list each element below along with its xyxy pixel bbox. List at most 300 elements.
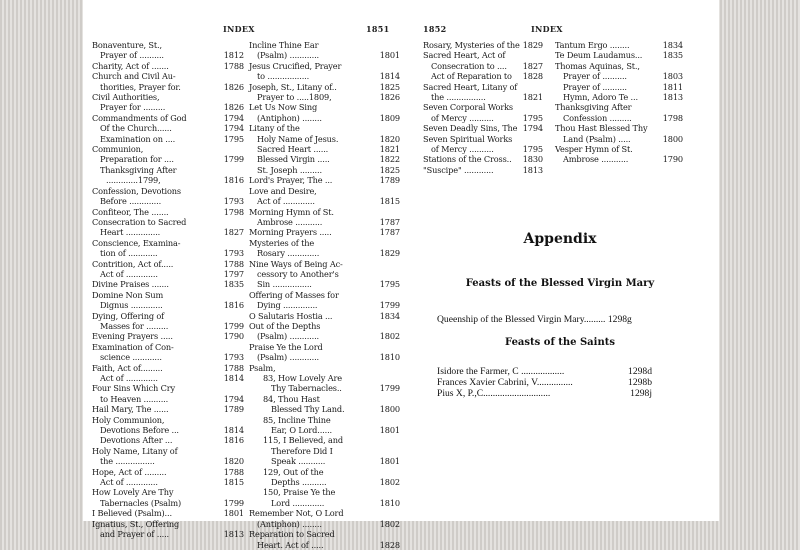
entry-text: Jesus Crucified, Prayer xyxy=(249,60,342,71)
index-entry xyxy=(555,82,683,92)
index-entry xyxy=(249,467,400,477)
entry-text: Hail Mary, The ...... xyxy=(92,404,169,415)
section-heading-blessed-virgin-mary: Feasts of the Blessed Virgin Mary xyxy=(465,278,655,289)
entry-text: Land (Psalm) ..... xyxy=(563,133,631,144)
entry-text: Dying .............. xyxy=(257,300,318,311)
entry-page: 1814 xyxy=(379,71,400,82)
index-entry xyxy=(249,71,400,81)
index-entry xyxy=(555,61,683,71)
entry-page: 1810 xyxy=(379,352,400,363)
index-entry xyxy=(92,498,244,508)
index-entry xyxy=(249,352,400,362)
entry-page: 1797 xyxy=(223,268,244,279)
appendix-entry xyxy=(437,314,652,325)
index-entry xyxy=(249,50,400,60)
entry-page: 1821 xyxy=(379,144,400,155)
index-entry xyxy=(92,383,244,393)
index-entry xyxy=(249,186,400,196)
entry-text: (Antiphon) ........ xyxy=(257,518,322,529)
index-entry xyxy=(249,456,400,466)
index-entry xyxy=(249,529,400,539)
index-entry xyxy=(555,40,683,50)
entry-text: O Salutaris Hostia ... xyxy=(249,310,333,321)
entry-text: Vesper Hymn of St. xyxy=(555,144,633,155)
index-entry xyxy=(249,373,400,383)
index-entry xyxy=(92,352,244,362)
entry-text: 84, Thou Hast xyxy=(263,393,320,404)
index-entry xyxy=(92,40,244,50)
index-entry xyxy=(249,311,400,321)
entry-text: Love and Desire, xyxy=(249,185,317,196)
entry-text: 83, How Lovely Are xyxy=(263,373,342,383)
index-entry xyxy=(92,279,244,289)
index-entry xyxy=(249,248,400,258)
index-entry xyxy=(92,487,244,497)
entry-text: Devotions Before ... xyxy=(100,425,179,436)
entry-text: Prayer of .......... xyxy=(563,71,627,82)
index-entry xyxy=(249,446,400,456)
entry-text: Therefore Did I xyxy=(271,445,333,456)
entry-page: 1794 xyxy=(223,112,244,123)
appendix-title: Appendix xyxy=(523,231,597,247)
entry-page: 1789 xyxy=(223,404,244,415)
entry-text: Mysteries of the xyxy=(249,237,315,248)
entry-text: Holy Name of Jesus. xyxy=(257,133,339,144)
index-entry xyxy=(249,342,400,352)
index-entry xyxy=(249,404,400,414)
entry-page: 1793 xyxy=(223,352,244,363)
entry-page: 1801 xyxy=(379,425,400,436)
index-entry xyxy=(555,113,683,123)
entry-text: tion of ............ xyxy=(100,248,158,259)
entry-text: Queenship of the Blessed Virgin Mary......... xyxy=(437,314,606,325)
entry-text: Remember Not, O Lord xyxy=(249,508,344,519)
entry-page: 1790 xyxy=(662,154,683,165)
index-entry xyxy=(92,311,244,321)
index-entry xyxy=(92,207,244,217)
right-page xyxy=(401,0,719,521)
entry-text: St. Joseph ......... xyxy=(257,164,322,175)
entry-text: Four Sins Which Cry xyxy=(92,383,175,394)
index-entry xyxy=(92,435,244,445)
index-entry xyxy=(249,435,400,445)
index-entry xyxy=(249,477,400,487)
entry-page: 1793 xyxy=(223,248,244,259)
entry-text: Act of ............. xyxy=(100,268,158,279)
index-entry xyxy=(249,279,400,289)
entry-text: Offering of Masses for xyxy=(249,289,339,300)
entry-page: 1816 xyxy=(223,435,244,446)
index-entry xyxy=(92,456,244,466)
index-entry xyxy=(92,144,244,154)
index-entry xyxy=(249,144,400,154)
entry-text: 129, Out of the xyxy=(263,466,324,477)
index-entry xyxy=(555,154,683,164)
appendix-entry xyxy=(437,366,652,377)
index-entry xyxy=(249,165,400,175)
index-entry xyxy=(249,290,400,300)
entry-text: Ignatius, St., Offering xyxy=(92,518,180,529)
entry-text: Praise Ye the Lord xyxy=(249,341,323,352)
entry-text: (Psalm) ............ xyxy=(257,50,319,61)
entry-text: Commandments of God xyxy=(92,112,187,123)
entry-text: Incline Thine Ear xyxy=(249,40,319,50)
entry-text: Sacred Heart, Act of xyxy=(423,50,506,61)
entry-text: Morning Prayers ..... xyxy=(249,227,332,238)
entry-text: to Heaven .......... xyxy=(100,393,169,404)
index-entry xyxy=(249,40,400,50)
index-entry xyxy=(249,113,400,123)
entry-text: Lord's Prayer, The ... xyxy=(249,175,333,186)
index-entry xyxy=(92,425,244,435)
entry-text: science ............ xyxy=(100,352,162,363)
index-entry xyxy=(92,165,244,175)
entry-page: 1835 xyxy=(662,50,683,61)
entry-page: 1799 xyxy=(379,300,400,311)
entry-text: Domine Non Sum xyxy=(92,289,164,300)
entry-page: 1822 xyxy=(379,154,400,165)
index-entry xyxy=(249,508,400,518)
entry-page: 1815 xyxy=(223,477,244,488)
index-entry xyxy=(249,154,400,164)
index-column-left-1 xyxy=(92,40,244,540)
entry-text: Seven Corporal Works xyxy=(423,102,513,113)
index-entry xyxy=(423,40,543,50)
index-entry xyxy=(92,196,244,206)
entry-text: Hope, Act of ......... xyxy=(92,466,167,477)
index-entry xyxy=(423,165,543,175)
entry-text: I Believed (Psalm)... xyxy=(92,508,172,519)
index-entry xyxy=(92,300,244,310)
entry-text: Stations of the Cross.. xyxy=(423,154,512,165)
index-column-right-2 xyxy=(555,40,683,165)
entry-text: the ................ xyxy=(431,92,486,103)
entry-text: Bonaventure, St., xyxy=(92,40,162,50)
entry-text: Of the Church...... xyxy=(100,123,172,134)
entry-text: Pius X, P.,C............................ xyxy=(437,388,551,399)
index-entry xyxy=(92,50,244,60)
entry-page: 1298g xyxy=(607,314,632,325)
entry-page: 1813 xyxy=(223,529,244,540)
entry-text: Dignus ............. xyxy=(100,300,163,311)
entry-text: Let Us Now Sing xyxy=(249,102,318,113)
index-entry xyxy=(249,134,400,144)
index-entry xyxy=(423,123,543,133)
entry-text: Reparation to Sacred xyxy=(249,529,335,540)
index-entry xyxy=(92,238,244,248)
running-head-title: INDEX xyxy=(223,24,255,34)
entry-text: Confession, Devotions xyxy=(92,185,181,196)
index-column-right-1 xyxy=(423,40,543,175)
entry-page: 1788 xyxy=(223,362,244,373)
index-entry xyxy=(92,123,244,133)
index-entry xyxy=(249,415,400,425)
index-entry xyxy=(249,425,400,435)
index-entry xyxy=(423,154,543,164)
entry-text: Depths .......... xyxy=(271,477,327,488)
entry-page: 1798 xyxy=(662,112,683,123)
entry-text: Thanksgiving After xyxy=(100,164,177,175)
entry-page: 1828 xyxy=(522,71,543,82)
entry-page: 1790 xyxy=(223,331,244,342)
index-entry xyxy=(249,321,400,331)
index-entry xyxy=(92,259,244,269)
entry-page: 1788 xyxy=(223,466,244,477)
index-entry xyxy=(249,102,400,112)
index-entry xyxy=(92,342,244,352)
entry-text: Confession ......... xyxy=(563,112,632,123)
entry-page: 1801 xyxy=(223,508,244,519)
entry-page: 1815 xyxy=(379,196,400,207)
entry-text: Holy Name, Litany of xyxy=(92,445,178,456)
entry-page: 1793 xyxy=(223,196,244,207)
entry-text: to ................. xyxy=(257,71,310,82)
entry-text: Sacred Heart, Litany of xyxy=(423,81,518,92)
entry-page: 1787 xyxy=(379,227,400,238)
entry-page: 1800 xyxy=(379,404,400,415)
index-entry xyxy=(555,50,683,60)
appendix-entry xyxy=(437,388,652,399)
entry-page: 1802 xyxy=(379,477,400,488)
entry-text: (Antiphon) ........ xyxy=(257,112,322,123)
entry-text: and Prayer of ..... xyxy=(100,529,170,540)
entry-text: Litany of the xyxy=(249,123,300,134)
index-entry xyxy=(555,123,683,133)
entry-page: 1827 xyxy=(223,227,244,238)
entry-text: Masses for ......... xyxy=(100,320,169,331)
entry-page: 1809 xyxy=(379,112,400,123)
entry-page: 1828 xyxy=(379,539,400,550)
entry-text: Thomas Aquinas, St., xyxy=(555,60,640,71)
running-head-title: INDEX xyxy=(531,24,563,34)
entry-page: 1795 xyxy=(522,112,543,123)
entry-text: Seven Spiritual Works xyxy=(423,133,513,144)
entry-text: Communion, xyxy=(92,144,144,155)
entry-page: 1788 xyxy=(223,258,244,269)
entry-page: 1826 xyxy=(223,102,244,113)
entry-text: Evening Prayers ..... xyxy=(92,331,173,342)
index-entry xyxy=(423,113,543,123)
entry-text: Tabernacles (Psalm) xyxy=(100,497,182,508)
index-entry xyxy=(92,113,244,123)
index-entry xyxy=(92,321,244,331)
index-entry xyxy=(92,61,244,71)
entry-page: 1834 xyxy=(379,310,400,321)
index-entry xyxy=(92,71,244,81)
index-entry xyxy=(423,134,543,144)
entry-page: 1803 xyxy=(662,71,683,82)
entry-text: Morning Hymn of St. xyxy=(249,206,334,217)
entry-text: Blessed Thy Land. xyxy=(271,404,345,415)
entry-text: Thanksgiving After xyxy=(555,102,632,113)
entry-page: 1787 xyxy=(379,216,400,227)
entry-text: Prayer to .....1809, xyxy=(257,92,332,103)
entry-page: 1816 xyxy=(223,175,244,186)
page-number: 1852 xyxy=(423,24,447,34)
entry-text: 150, Praise Ye the xyxy=(263,487,336,498)
entry-text: (Psalm) ............ xyxy=(257,331,319,342)
index-entry xyxy=(92,446,244,456)
index-entry xyxy=(92,373,244,383)
index-entry xyxy=(249,331,400,341)
entry-page: 1820 xyxy=(379,133,400,144)
index-entry xyxy=(92,415,244,425)
index-entry xyxy=(249,61,400,71)
entry-page: 1830 xyxy=(522,154,543,165)
entry-text: Divine Praises ....... xyxy=(92,279,169,290)
index-entry xyxy=(423,92,543,102)
entry-page: 1827 xyxy=(522,60,543,71)
index-entry xyxy=(92,529,244,539)
entry-text: Confiteor, The ....... xyxy=(92,206,169,217)
entry-page: 1794 xyxy=(522,123,543,134)
index-entry xyxy=(92,331,244,341)
index-entry xyxy=(249,227,400,237)
index-entry xyxy=(249,363,400,373)
entry-text: Contrition, Act of..... xyxy=(92,258,174,269)
entry-text: of Mercy .......... xyxy=(431,112,494,123)
entry-page: 1298d xyxy=(628,366,652,377)
index-entry xyxy=(423,50,543,60)
entry-text: Act of ............. xyxy=(100,477,158,488)
index-entry xyxy=(92,269,244,279)
index-entry xyxy=(423,102,543,112)
entry-page: 1825 xyxy=(379,164,400,175)
index-entry xyxy=(249,487,400,497)
entry-page: 1799 xyxy=(223,320,244,331)
entry-page: 1820 xyxy=(223,456,244,467)
entry-text: Psalm, xyxy=(249,362,276,373)
entry-text: Rosary ............. xyxy=(257,248,320,259)
entry-text: Prayer of .......... xyxy=(563,81,627,92)
entry-page: 1802 xyxy=(379,331,400,342)
index-entry xyxy=(249,238,400,248)
entry-text: of Mercy .......... xyxy=(431,144,494,155)
index-entry xyxy=(249,217,400,227)
entry-text: 115, I Believed, and xyxy=(263,435,343,446)
index-entry xyxy=(249,519,400,529)
entry-page: 1799 xyxy=(223,154,244,165)
entry-text: Holy Communion, xyxy=(92,414,165,425)
entry-text: How Lovely Are Thy xyxy=(92,487,174,498)
entry-text: Ear, O Lord...... xyxy=(271,425,332,436)
entry-text: Joseph, St., Litany of.. xyxy=(249,81,337,92)
index-entry xyxy=(249,269,400,279)
entry-text: Thou Hast Blessed Thy xyxy=(555,123,648,134)
entry-text: Consecration to .... xyxy=(431,60,507,71)
index-entry xyxy=(423,144,543,154)
appendix-entry xyxy=(437,377,652,388)
entry-text: Frances Xavier Cabrini, V............... xyxy=(437,377,573,388)
entry-text: Prayer of .......... xyxy=(100,50,164,61)
index-entry xyxy=(92,508,244,518)
entry-text: cessory to Another's xyxy=(257,268,339,279)
index-entry xyxy=(249,207,400,217)
entry-text: Faith, Act of......... xyxy=(92,362,163,373)
entry-text: "Suscipe" ............ xyxy=(423,164,494,175)
entry-page: 1800 xyxy=(662,133,683,144)
entry-page: 1826 xyxy=(223,81,244,92)
index-entry xyxy=(249,383,400,393)
entry-text: Te Deum Laudamus... xyxy=(555,50,643,61)
entry-page: 1829 xyxy=(379,248,400,259)
entry-text: Nine Ways of Being Ac- xyxy=(249,258,343,269)
entry-text: Heart. Act of ..... xyxy=(257,539,324,550)
index-entry xyxy=(92,467,244,477)
entry-page: 1298b xyxy=(628,377,652,388)
entry-text: Seven Deadly Sins, The xyxy=(423,123,518,134)
index-entry xyxy=(92,477,244,487)
index-entry xyxy=(92,82,244,92)
book-spread xyxy=(83,0,719,550)
entry-text: Act of ............. xyxy=(100,373,158,383)
index-entry xyxy=(249,259,400,269)
entry-page: 1814 xyxy=(223,425,244,436)
entry-page: 1821 xyxy=(522,92,543,103)
index-entry xyxy=(92,175,244,185)
entry-page: 1834 xyxy=(662,40,683,50)
index-entry xyxy=(555,134,683,144)
entry-text: Conscience, Examina- xyxy=(92,237,181,248)
entry-page: 1799 xyxy=(223,497,244,508)
index-entry xyxy=(249,300,400,310)
entry-page: 1812 xyxy=(223,50,244,61)
section-heading-saints: Feasts of the Saints xyxy=(505,337,615,348)
index-entry xyxy=(92,154,244,164)
entry-page: 1811 xyxy=(662,81,683,92)
entry-text: Act of ............. xyxy=(257,196,315,207)
entry-page: 1801 xyxy=(379,50,400,61)
entry-text: Civil Authorities, xyxy=(92,92,160,103)
index-entry xyxy=(555,92,683,102)
entry-text: Preparation for .... xyxy=(100,154,174,165)
index-entry xyxy=(92,134,244,144)
entry-page: 1813 xyxy=(522,164,543,175)
entry-text: Heart .............. xyxy=(100,227,161,238)
entry-page: 1825 xyxy=(379,81,400,92)
entry-page: 1298j xyxy=(630,388,652,399)
entry-page: 1798 xyxy=(223,206,244,217)
index-entry xyxy=(249,498,400,508)
left-page xyxy=(83,0,401,550)
entry-text: .............1799, xyxy=(106,175,161,186)
entry-text: Dying, Offering of xyxy=(92,310,165,321)
entry-text: (Psalm) ............ xyxy=(257,352,319,363)
entry-text: Blessed Virgin ..... xyxy=(257,154,330,165)
index-entry xyxy=(249,394,400,404)
entry-text: Ambrose ........... xyxy=(257,216,323,227)
entry-page: 1794 xyxy=(223,393,244,404)
entry-page: 1810 xyxy=(379,497,400,508)
index-entry xyxy=(92,363,244,373)
entry-text: Out of the Depths xyxy=(249,320,321,331)
entry-text: Speak ........... xyxy=(271,456,326,467)
index-entry xyxy=(423,82,543,92)
entry-page: 1826 xyxy=(379,92,400,103)
index-entry xyxy=(555,102,683,112)
entry-page: 1795 xyxy=(379,279,400,290)
entry-page: 1801 xyxy=(379,456,400,467)
index-entry xyxy=(92,290,244,300)
index-column-left-2 xyxy=(249,40,400,550)
entry-page: 1799 xyxy=(379,383,400,394)
entry-text: Examination on .... xyxy=(100,133,176,144)
index-entry xyxy=(555,71,683,81)
entry-text: Devotions After ... xyxy=(100,435,173,446)
entry-text: thorities, Prayer for. xyxy=(100,81,181,92)
entry-page: 1795 xyxy=(223,133,244,144)
entry-text: Charity, Act of ....... xyxy=(92,60,169,71)
